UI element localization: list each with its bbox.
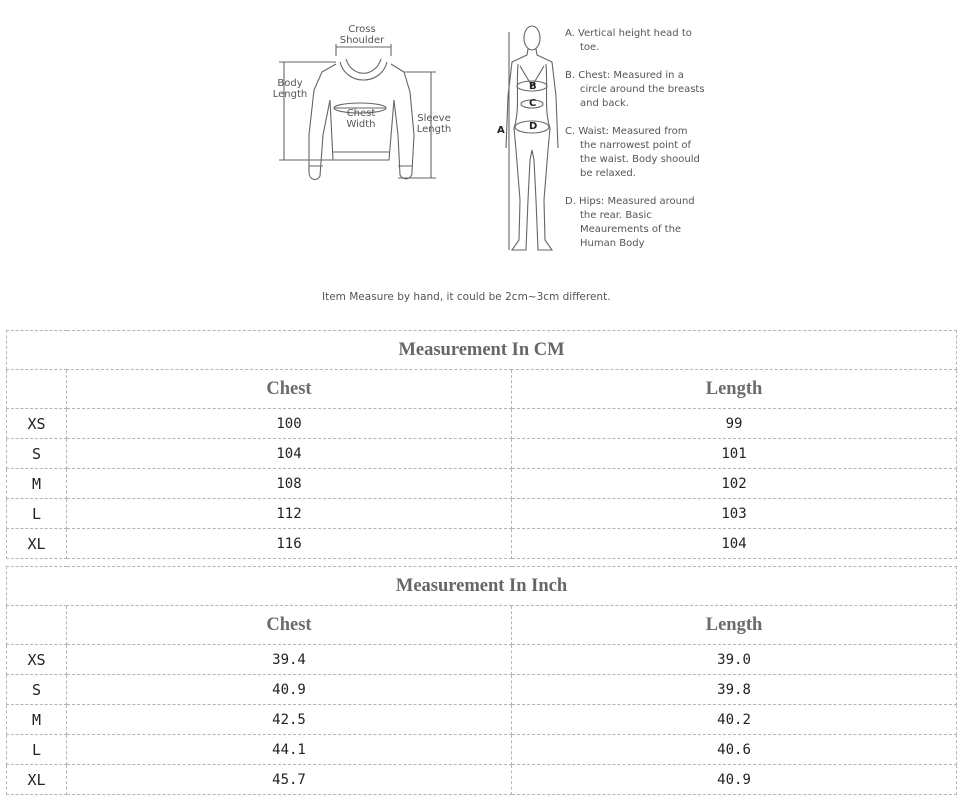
chest-value: 42.5: [67, 705, 512, 735]
measurement-disclaimer: Item Measure by hand, it could be 2cm~3cm different.: [322, 291, 611, 303]
inch-header-length: Length: [512, 606, 957, 645]
note-height: A. Vertical height head to toe.: [565, 28, 692, 53]
table-row: [7, 439, 957, 469]
length-value: 99: [512, 409, 957, 439]
table-row: [7, 645, 957, 675]
length-value: 101: [512, 439, 957, 469]
table-row: [7, 409, 957, 439]
size-label: S: [7, 439, 67, 469]
inch-header-blank: [7, 606, 67, 645]
size-label: M: [7, 469, 67, 499]
length-value: 40.9: [512, 765, 957, 795]
chest-value: 112: [67, 499, 512, 529]
note-chest: B. Chest: Measured in a circle around the breasts and back.: [565, 70, 705, 109]
size-label: XL: [7, 765, 67, 795]
body-letter-a: A: [497, 125, 505, 136]
body-letter-c: C: [529, 98, 537, 109]
chest-value: 44.1: [67, 735, 512, 765]
cm-header-length: Length: [512, 370, 957, 409]
length-value: 104: [512, 529, 957, 559]
chest-value: 39.4: [67, 645, 512, 675]
body-letter-b: B: [529, 81, 537, 92]
length-value: 103: [512, 499, 957, 529]
cm-header-chest: Chest: [67, 370, 512, 409]
chest-value: 108: [67, 469, 512, 499]
length-value: 102: [512, 469, 957, 499]
chest-value: 100: [67, 409, 512, 439]
cm-size-table: [6, 330, 957, 559]
cross-shoulder-label: Cross Shoulder: [339, 24, 385, 46]
size-label: XS: [7, 645, 67, 675]
inch-table-title: Measurement In Inch: [7, 567, 957, 606]
note-hips: D. Hips: Measured around the rear. Basic Meaurements of the Human Body: [565, 196, 695, 249]
cm-table-title: Measurement In CM: [7, 331, 957, 370]
note-waist: C. Waist: Measured from the narrowest point of the waist. Body shoould be relaxed.: [565, 126, 700, 179]
size-label: S: [7, 675, 67, 705]
table-row: [7, 735, 957, 765]
inch-header-chest: Chest: [67, 606, 512, 645]
length-value: 40.6: [512, 735, 957, 765]
sleeve-length-label: Sleeve Length: [416, 113, 452, 135]
size-label: XL: [7, 529, 67, 559]
cm-header-blank: [7, 370, 67, 409]
table-row: [7, 469, 957, 499]
chest-value: 45.7: [67, 765, 512, 795]
measurement-guide: [0, 0, 962, 322]
size-label: XS: [7, 409, 67, 439]
inch-size-table: [6, 566, 957, 795]
length-value: 39.8: [512, 675, 957, 705]
size-label: L: [7, 735, 67, 765]
guide-illustration: [0, 0, 962, 322]
measurement-notes: [565, 27, 705, 265]
chest-value: 40.9: [67, 675, 512, 705]
body-length-label: Body Length: [272, 78, 308, 100]
chest-value: 116: [67, 529, 512, 559]
table-row: [7, 529, 957, 559]
body-letter-d: D: [529, 121, 538, 132]
table-row: [7, 675, 957, 705]
table-row: [7, 705, 957, 735]
length-value: 39.0: [512, 645, 957, 675]
table-row: [7, 765, 957, 795]
length-value: 40.2: [512, 705, 957, 735]
chest-value: 104: [67, 439, 512, 469]
size-label: L: [7, 499, 67, 529]
table-row: [7, 499, 957, 529]
size-label: M: [7, 705, 67, 735]
chest-width-label: Chest Width: [346, 108, 376, 130]
body-silhouette: [506, 26, 558, 250]
